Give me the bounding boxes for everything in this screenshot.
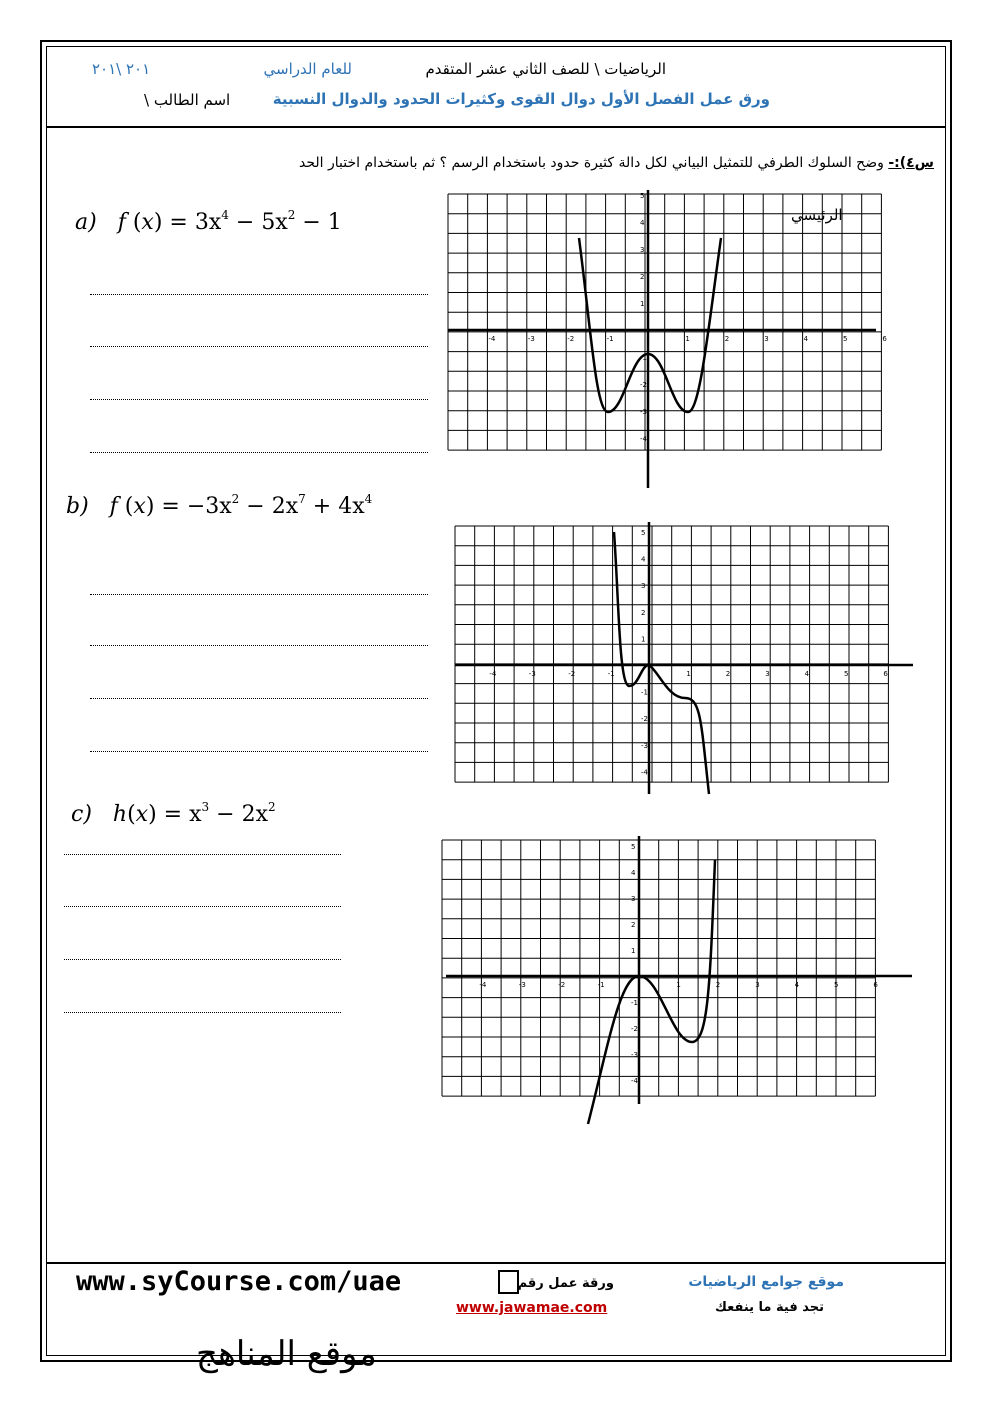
worksheet-no-label: ورقة عمل رقم <box>517 1276 614 1291</box>
x-tick-label: 6 <box>882 335 887 343</box>
grid <box>448 194 881 450</box>
footer-divider <box>46 1262 946 1264</box>
x-tick-label: 1 <box>685 335 690 343</box>
y-tick-label: 3 <box>631 895 636 903</box>
y-tick-label: 2 <box>641 608 646 617</box>
handwritten-mark: موقع المناهج <box>196 1334 377 1374</box>
answer-line[interactable] <box>64 854 341 855</box>
x-tick-label: -4 <box>479 981 487 989</box>
y-tick-label: -4 <box>641 768 648 777</box>
worksheet-number-box[interactable] <box>498 1270 519 1294</box>
site-url-link[interactable]: www.jawamae.com <box>456 1300 608 1316</box>
y-tick-label: 3 <box>640 246 645 254</box>
x-tick-label: 3 <box>764 335 769 343</box>
y-tick-label: 2 <box>640 273 645 281</box>
answer-line[interactable] <box>90 698 428 699</box>
question-line <box>299 155 934 171</box>
answer-line[interactable] <box>90 594 428 595</box>
x-tick-label: 6 <box>873 981 878 989</box>
x-tick-label: -4 <box>488 335 496 343</box>
x-tick-label: -2 <box>568 670 576 678</box>
part-a-label: a) <box>75 210 97 235</box>
x-tick-label: 2 <box>725 670 731 678</box>
y-tick-label: -3 <box>640 408 647 416</box>
x-tick-label: -3 <box>527 335 535 343</box>
x-tick-label: 6 <box>883 670 888 678</box>
question-text: وضح السلوك الطرفي للتمثيل البياني لكل دالة كثيرة حدود باستخدام الرسم ؟ ثم باستخدام اختبار الحد <box>299 155 884 171</box>
answer-line[interactable] <box>90 645 428 646</box>
y-tick-label: 4 <box>631 869 636 877</box>
y-tick-label: 5 <box>640 192 645 200</box>
curve-b <box>614 532 709 794</box>
y-tick-label: 3 <box>641 582 646 591</box>
x-tick-label: -1 <box>607 670 615 678</box>
y-tick-label: -3 <box>641 741 648 750</box>
slogan: تجد فية ما ينفعك <box>715 1300 824 1315</box>
student-name-label: اسم الطالب \ <box>144 91 231 109</box>
x-tick-label: -2 <box>558 981 566 989</box>
part-b-function: b) f $(x) = -3x^2 - 2x^7 + 4x^4$ <box>66 492 373 519</box>
subject-line: الرياضيات \ للصف الثاني عشر المتقدم <box>425 60 666 78</box>
x-tick-label: 5 <box>834 981 839 989</box>
y-tick-label: -1 <box>631 999 638 1007</box>
grid <box>442 840 875 1096</box>
site-name: موقع جوامع الرياضيات <box>688 1274 844 1290</box>
answer-line[interactable] <box>64 959 341 960</box>
y-tick-label: 5 <box>631 843 636 851</box>
y-tick-label: -2 <box>641 715 648 724</box>
answer-line[interactable] <box>90 452 428 453</box>
answer-line[interactable] <box>90 751 428 752</box>
x-tick-label: 4 <box>804 670 810 678</box>
part-c-label: c) <box>71 802 92 827</box>
y-tick-label: 5 <box>641 529 646 537</box>
x-tick-label: 4 <box>803 335 809 343</box>
x-tick-label: 1 <box>686 670 691 678</box>
y-tick-label: -4 <box>631 1077 638 1085</box>
x-tick-label: 2 <box>715 981 721 989</box>
y-tick-label: -4 <box>640 435 647 443</box>
x-tick-label: -4 <box>489 670 497 678</box>
part-c-function: c) $h(x) = x^3 - 2x^2$ <box>71 800 276 827</box>
year-label: للعام الدراسي <box>263 60 352 78</box>
x-tick-label: -3 <box>528 670 536 678</box>
year-value: ٢٠١ \٢٠١ <box>92 60 151 78</box>
y-tick-label: 1 <box>640 300 645 308</box>
header-divider <box>46 126 946 128</box>
x-tick-label: 4 <box>794 981 800 989</box>
question-number: س٤):- <box>888 155 934 171</box>
x-tick-label: 2 <box>724 335 730 343</box>
y-tick-label: 2 <box>631 921 636 929</box>
part-a-function: a) f $(x) = 3x^4 - 5x^2 - 1$ <box>75 208 342 235</box>
answer-line[interactable] <box>90 346 428 347</box>
y-tick-label: 1 <box>631 947 636 955</box>
answer-line[interactable] <box>64 906 341 907</box>
x-tick-label: -1 <box>606 335 614 343</box>
watermark-site[interactable]: www.syCourse.com/uae <box>76 1266 402 1297</box>
x-tick-label: 3 <box>755 981 760 989</box>
y-tick-label: -2 <box>640 381 647 389</box>
y-tick-label: 4 <box>641 555 646 564</box>
x-tick-label: -3 <box>518 981 526 989</box>
x-tick-label: 5 <box>844 670 849 678</box>
y-tick-label: 1 <box>641 635 646 644</box>
graph-c <box>440 836 920 1126</box>
x-tick-label: 1 <box>676 981 681 989</box>
x-tick-label: 5 <box>843 335 848 343</box>
y-tick-label: 4 <box>640 219 645 227</box>
graph-note: الرئيسي <box>791 206 843 224</box>
answer-line[interactable] <box>90 294 428 295</box>
worksheet-title: ورق عمل الفصل الأول دوال القوى وكثيرات الحدود والدوال النسبية <box>272 90 770 108</box>
y-tick-label: -1 <box>641 688 648 697</box>
graph-b <box>453 522 923 797</box>
x-tick-label: -2 <box>567 335 575 343</box>
x-tick-label: 3 <box>765 670 770 678</box>
x-tick-label: -1 <box>597 981 605 989</box>
answer-line[interactable] <box>64 1012 341 1013</box>
y-tick-label: -1 <box>640 354 647 362</box>
answer-line[interactable] <box>90 399 428 400</box>
graph-a <box>446 190 926 490</box>
part-b-label: b) <box>66 494 89 519</box>
curve-a <box>579 238 721 412</box>
y-tick-label: -3 <box>631 1051 638 1059</box>
y-tick-label: -2 <box>631 1025 638 1033</box>
grid <box>455 526 888 782</box>
